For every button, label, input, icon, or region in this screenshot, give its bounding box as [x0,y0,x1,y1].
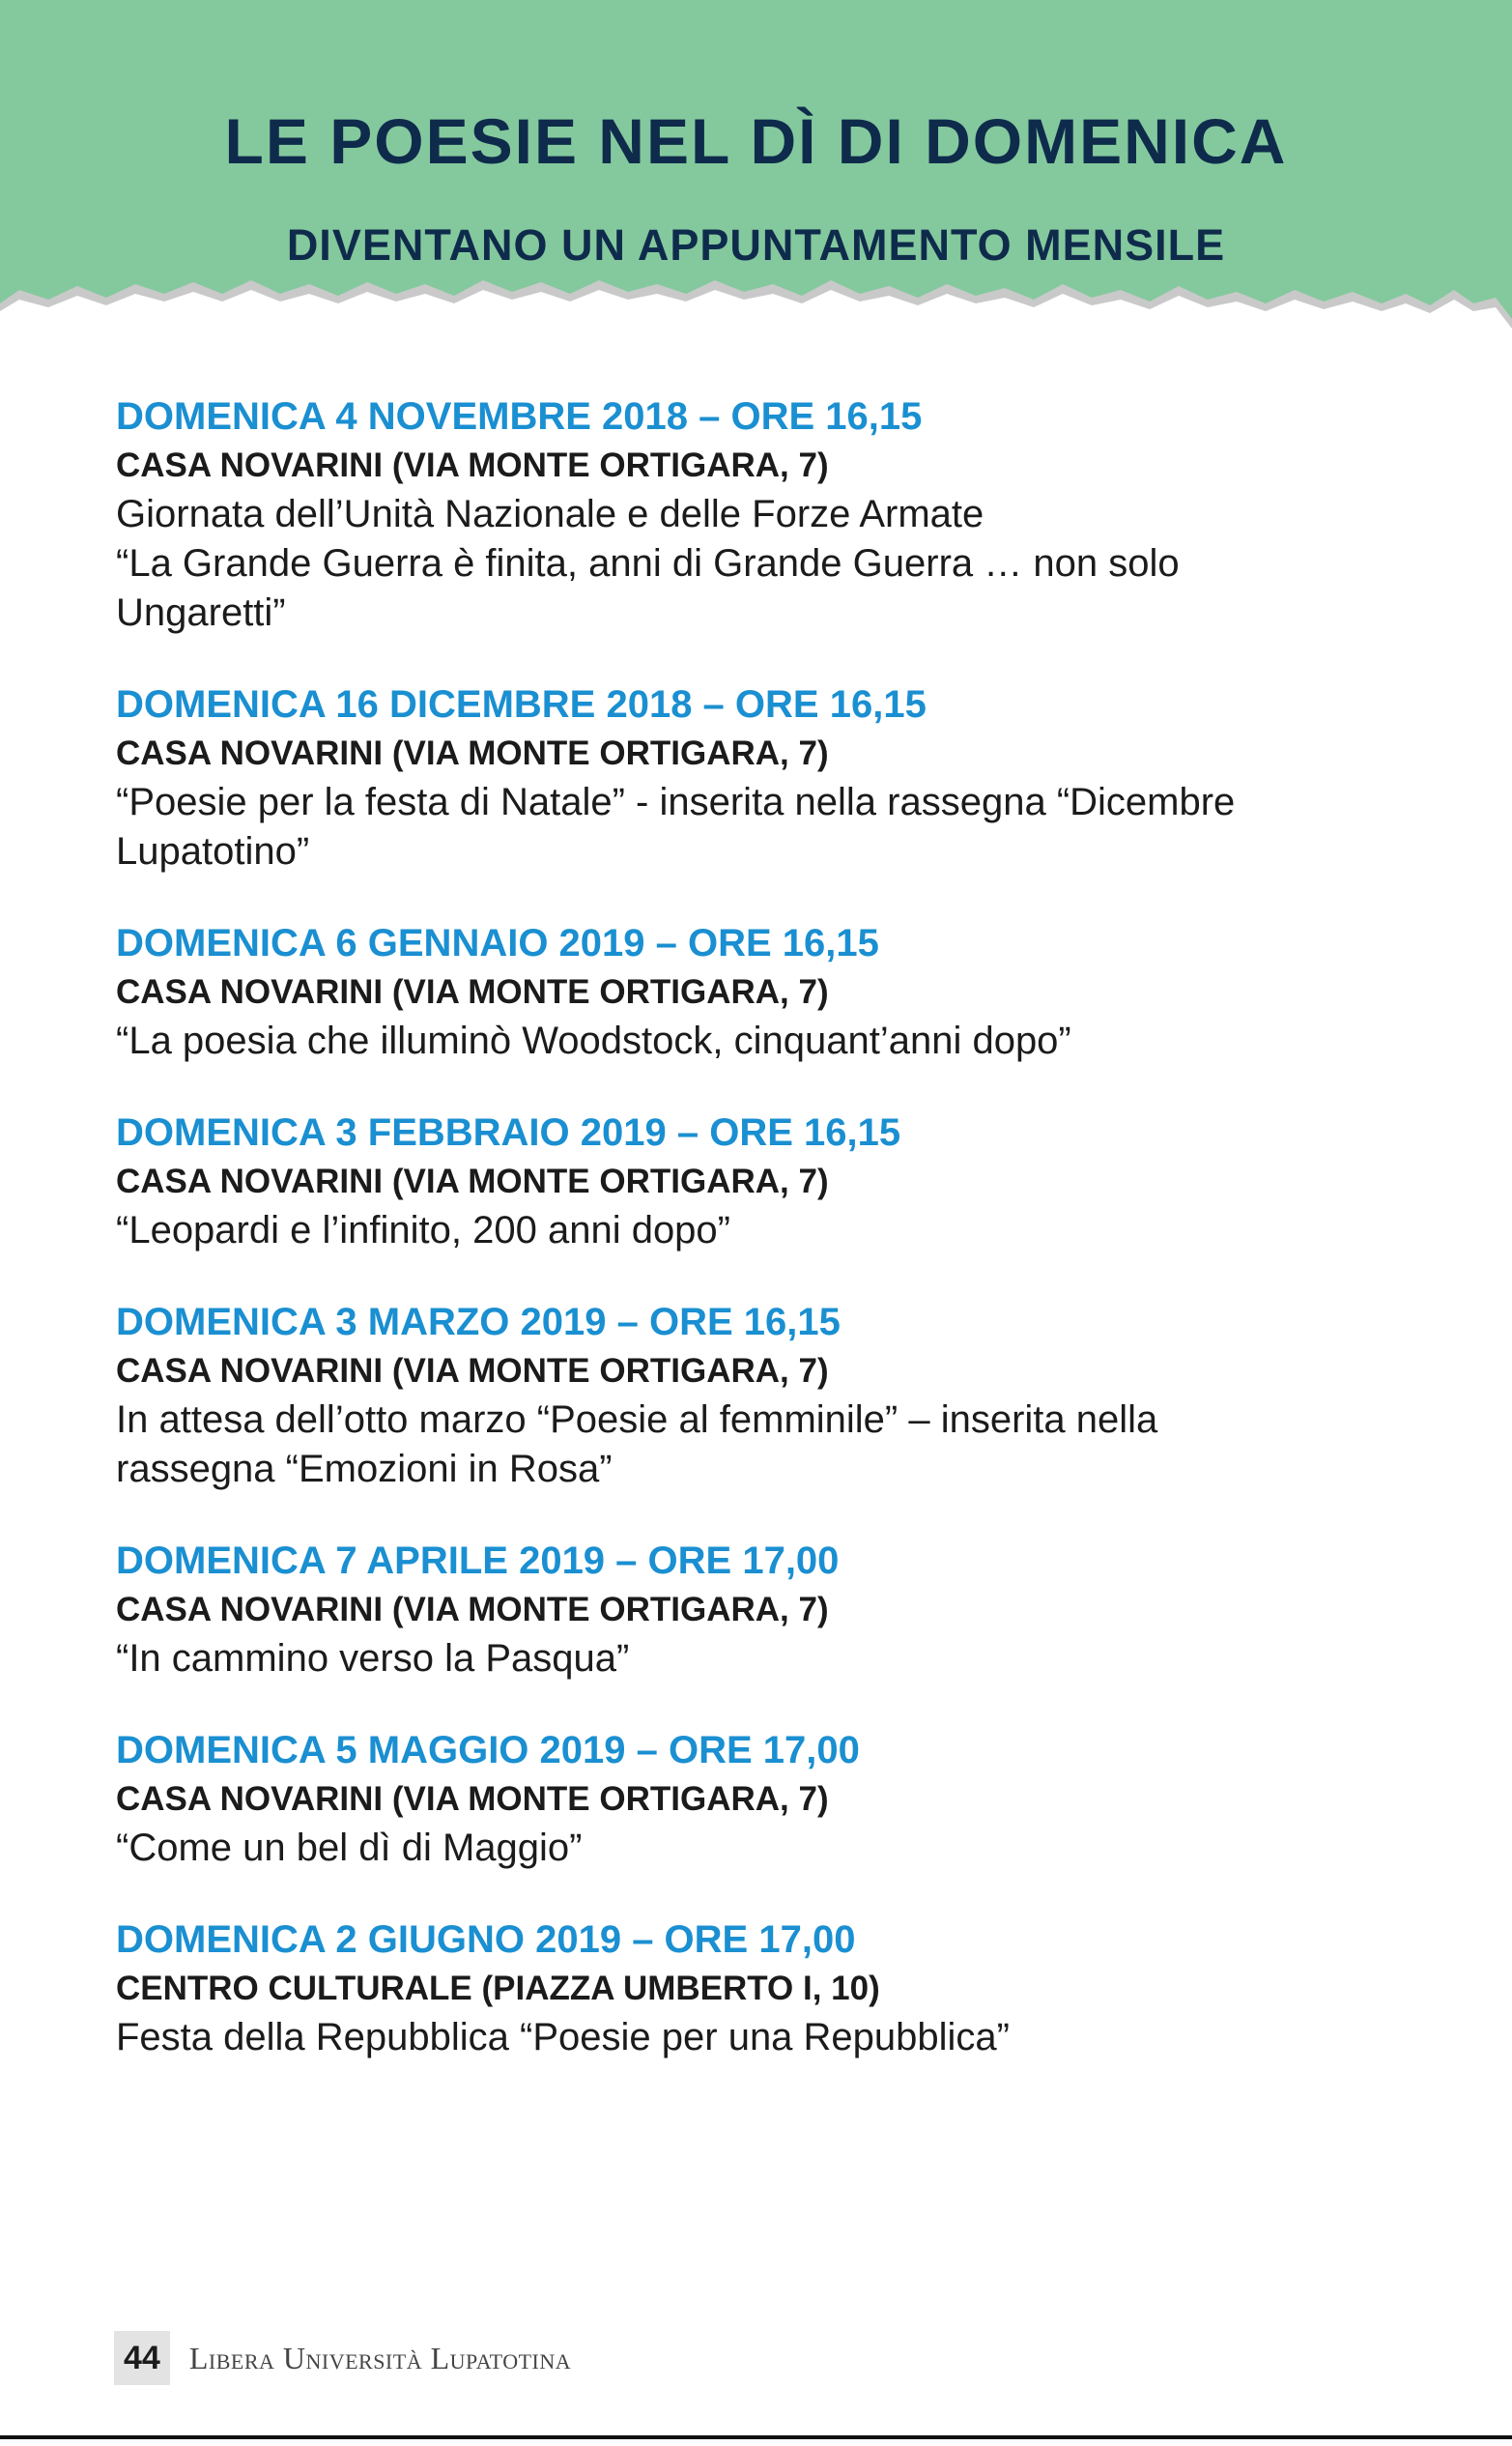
event-place: CENTRO CULTURALE (PIAZZA UMBERTO I, 10) [116,1970,880,2007]
event-item [116,1725,1411,1873]
event-description: “La poesia che illuminò Woodstock, cinquant’anni dopo” [116,1020,1071,1062]
event-date: DOMENICA 16 DICEMBRE 2018 – ORE 16,15 [116,683,927,726]
page-subtitle: DIVENTANO UN APPUNTAMENTO MENSILE [286,220,1226,270]
publication-title: Libera Università Lupatotina [188,2340,572,2375]
page-footer [114,2329,571,2387]
event-place: CASA NOVARINI (VIA MONTE ORTIGARA, 7) [116,1591,829,1628]
event-description: “Poesie per la festa di Natale” - inserita nella rassegna “Dicembre Lupatotino” [116,781,1236,873]
event-date: DOMENICA 4 NOVEMBRE 2018 – ORE 16,15 [116,395,923,438]
event-item [116,679,1411,877]
bottom-divider [0,2435,1512,2439]
event-date: DOMENICA 3 FEBBRAIO 2019 – ORE 16,15 [116,1111,901,1154]
event-date: DOMENICA 2 GIUGNO 2019 – ORE 17,00 [116,1918,856,1961]
event-date: DOMENICA 5 MAGGIO 2019 – ORE 17,00 [116,1729,860,1771]
event-item [116,1108,1411,1255]
event-list [116,391,1411,2104]
event-place: CASA NOVARINI (VIA MONTE ORTIGARA, 7) [116,1352,829,1390]
event-date: DOMENICA 6 GENNAIO 2019 – ORE 16,15 [116,922,879,964]
event-date: DOMENICA 3 MARZO 2019 – ORE 16,15 [116,1301,841,1343]
event-description: In attesa dell’otto marzo “Poesie al femminile” – inserita nella rassegna “Emozioni in Rosa” [116,1398,1158,1490]
event-description: “Leopardi e l’infinito, 200 anni dopo” [116,1209,730,1252]
event-description: “In cammino verso la Pasqua” [116,1637,630,1680]
event-description: “Come un bel dì di Maggio” [116,1827,583,1869]
page-title: LE POESIE NEL DÌ DI DOMENICA [224,105,1288,177]
event-place: CASA NOVARINI (VIA MONTE ORTIGARA, 7) [116,973,829,1011]
event-description: Festa della Repubblica “Poesie per una Repubblica” [116,2016,1010,2058]
event-item [116,918,1411,1066]
event-item [116,391,1411,638]
event-place: CASA NOVARINI (VIA MONTE ORTIGARA, 7) [116,1163,829,1200]
page-number: 44 [114,2331,170,2385]
event-item [116,1536,1411,1683]
event-place: CASA NOVARINI (VIA MONTE ORTIGARA, 7) [116,1780,829,1818]
event-place: CASA NOVARINI (VIA MONTE ORTIGARA, 7) [116,446,829,484]
event-date: DOMENICA 7 APRILE 2019 – ORE 17,00 [116,1540,840,1582]
event-item [116,1297,1411,1494]
event-item [116,1914,1411,2062]
header-band [0,0,1512,348]
event-description: Giornata dell’Unità Nazionale e delle Forze Armate “La Grande Guerra è finita, anni di Grande Guerra … non solo Ungaretti” [116,493,1180,634]
event-place: CASA NOVARINI (VIA MONTE ORTIGARA, 7) [116,734,829,772]
